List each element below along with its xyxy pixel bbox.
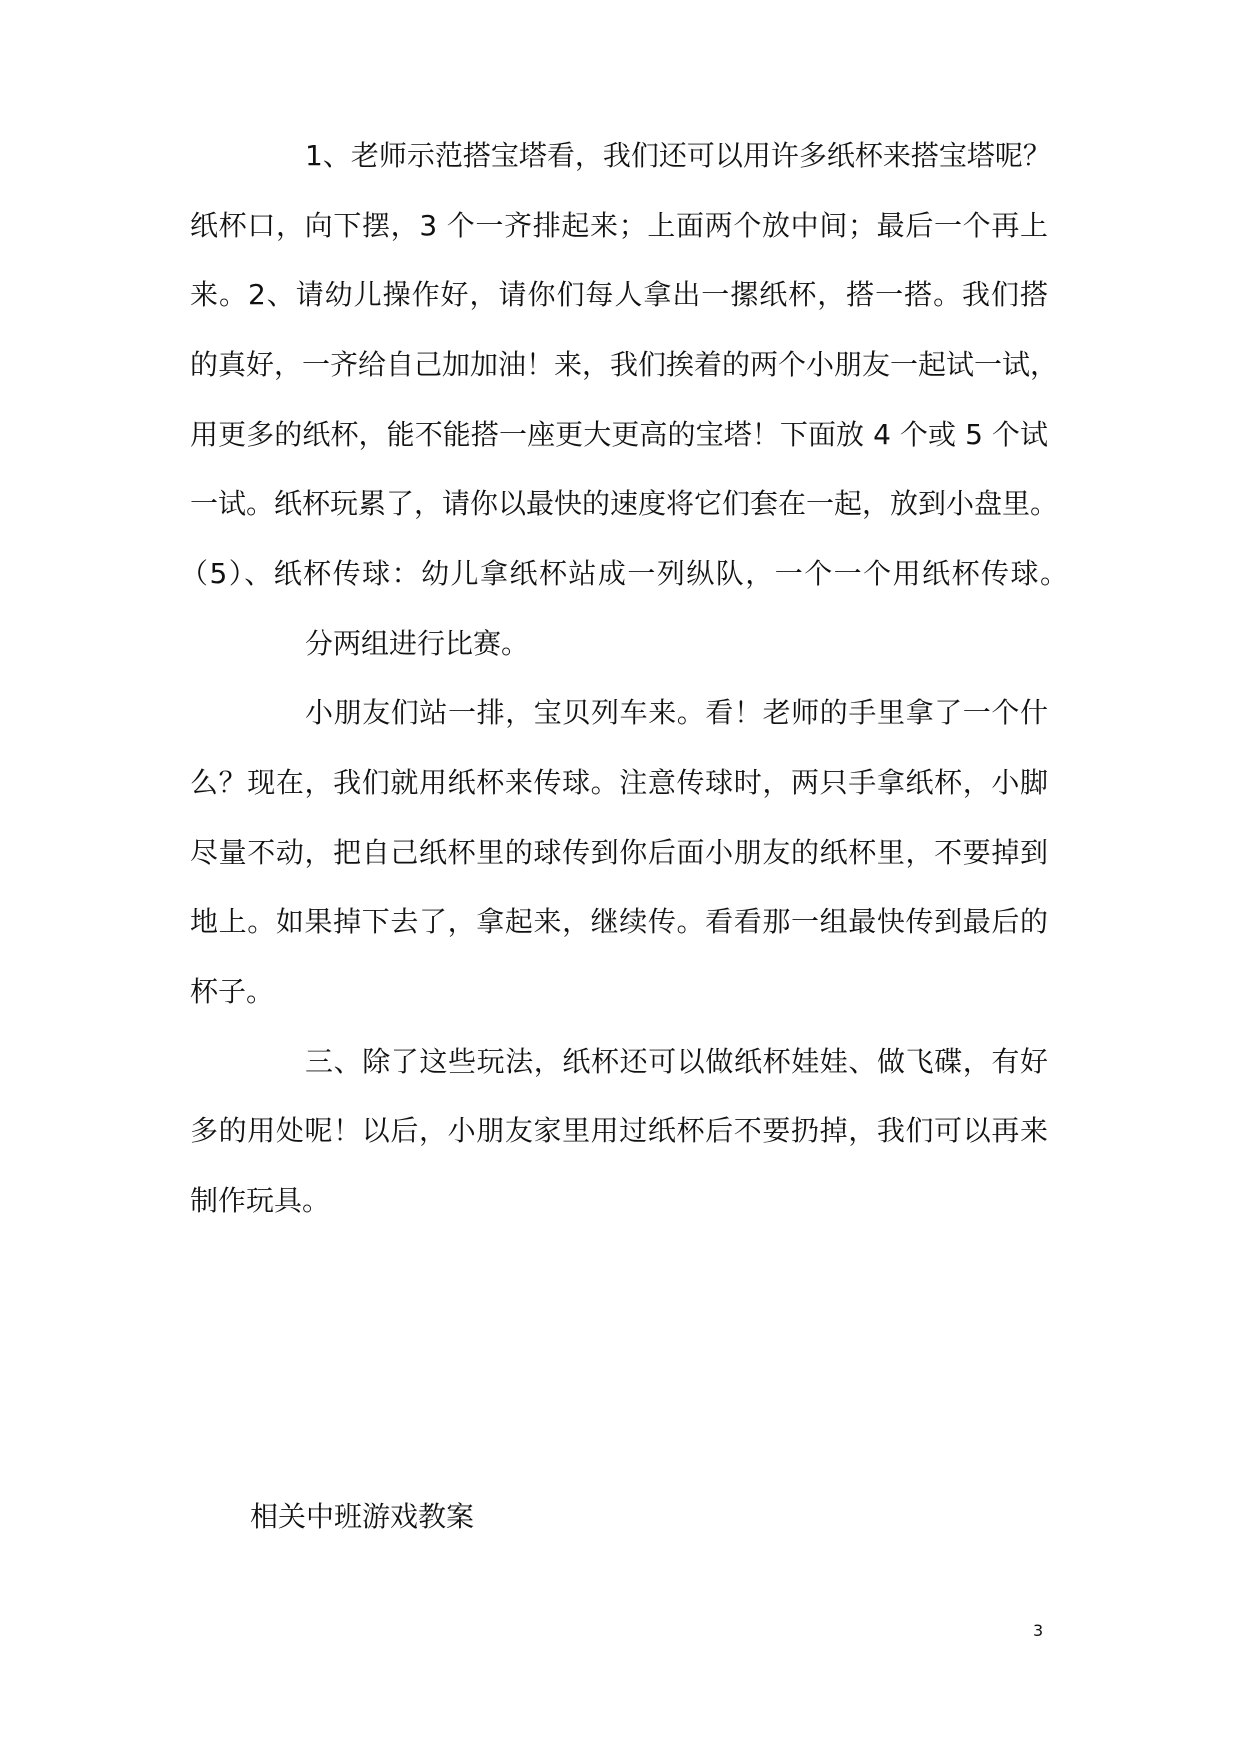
paragraph-line: 小朋友们站一排，宝贝列车来。看！老师的手里拿了一个什 <box>305 696 1048 729</box>
paragraph-line: 1、老师示范搭宝塔看，我们还可以用许多纸杯来搭宝塔呢？ <box>305 139 1051 172</box>
paragraph-line: 一试。纸杯玩累了，请你以最快的速度将它们套在一起，放到小盘里。 <box>190 487 1059 520</box>
paragraph-line: 杯子。 <box>190 975 275 1008</box>
paragraph-line: 的真好，一齐给自己加加油！来，我们挨着的两个小朋友一起试一试， <box>190 348 1059 381</box>
page-number: 3 <box>1033 1621 1044 1640</box>
related-section-title: 相关中班游戏教案 <box>250 1500 475 1533</box>
paragraph-line: 么？现在，我们就用纸杯来传球。注意传球时，两只手拿纸杯，小脚 <box>190 766 1048 799</box>
paragraph-line: 制作玩具。 <box>190 1184 331 1217</box>
paragraph-line: 多的用处呢！以后，小朋友家里用过纸杯后不要扔掉，我们可以再来 <box>190 1114 1048 1147</box>
paragraph-line: 来。2、请幼儿操作好，请你们每人拿出一摞纸杯，搭一搭。我们搭 <box>190 278 1048 311</box>
paragraph-line: 纸杯口，向下摆，3 个一齐排起来；上面两个放中间；最后一个再上 <box>190 209 1048 242</box>
paragraph-line: 用更多的纸杯，能不能搭一座更大更高的宝塔！下面放 4 个或 5 个试 <box>190 418 1048 451</box>
paragraph-line: （5）、纸杯传球：幼儿拿纸杯站成一列纵队，一个一个用纸杯传球。 <box>180 557 1068 590</box>
paragraph-line: 地上。如果掉下去了，拿起来，继续传。看看那一组最快传到最后的 <box>190 905 1048 938</box>
paragraph-line: 尽量不动，把自己纸杯里的球传到你后面小朋友的纸杯里，不要掉到 <box>190 836 1048 869</box>
paragraph-line: 三、除了这些玩法，纸杯还可以做纸杯娃娃、做飞碟，有好 <box>305 1045 1048 1078</box>
paragraph-line: 分两组进行比赛。 <box>305 627 530 660</box>
